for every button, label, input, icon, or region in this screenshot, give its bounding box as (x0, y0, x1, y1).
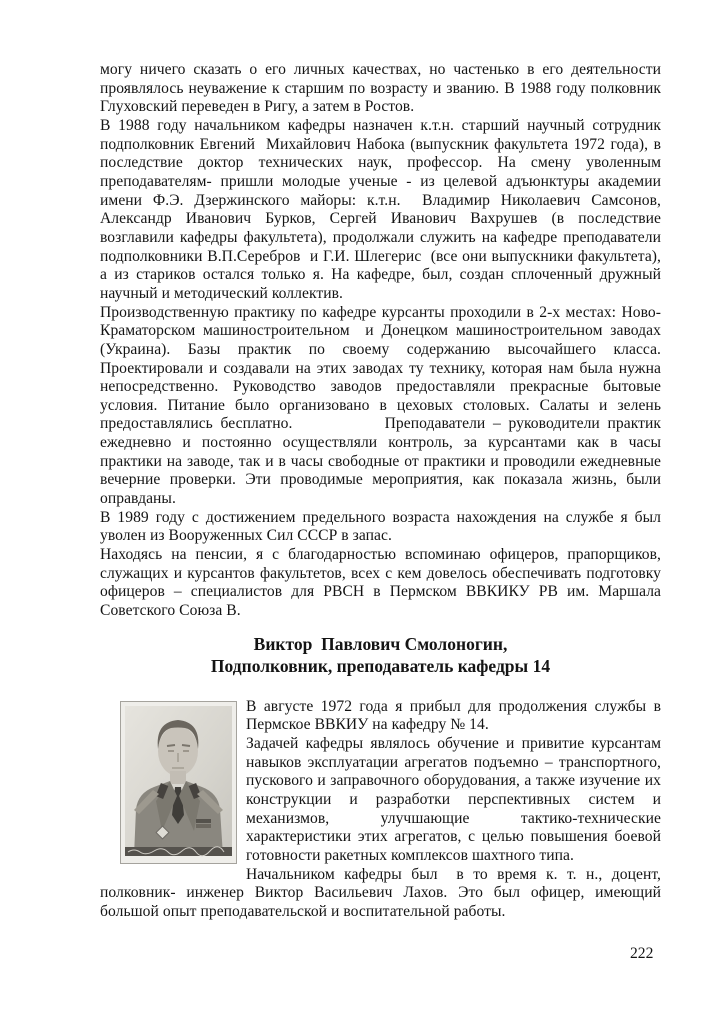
body-paragraph: могу ничего сказать о его личных качествах, но частенько в его деятельности проявлялось неуважение к старшим по возрасту и званию. В 1988 году полковник Глуховский переведен в Ригу, а затем в Ростов. (100, 61, 661, 116)
portrait-illustration (120, 701, 237, 864)
body-paragraph: Производственную практику по кафедре курсанты проходили в 2-х местах: Ново-Краматорском машиностроительном и Донецком машиностроительном заводах (Украина). Базы практик по своему содержанию высочайшего класса. Проектировали и создавали на этих заводах ту технику, которая нам была нужна непосредственно. Руководство заводов предоставляли прекрасные бытовые условия. Питание было организовано в цеховых столовых. Салаты и зелень предоставлялись бесплатно. Преподаватели – руководители практик ежедневно и постоянно осуществляли контроль, за курсантами как в часы практики на заводе, так и в часы свободные от практики и проводили ежедневные вечерние проверки. Эти проводимые мероприятия, как показала жизнь, были оправданы. (100, 303, 661, 508)
section-heading (100, 633, 661, 677)
bio-paragraph: В августе 1972 года я прибыл для продолжения службы в Пермское ВВКИУ на кафедру № 14. (246, 697, 661, 734)
page-number: 222 (630, 945, 654, 962)
body-paragraph: Находясь на пенсии, я с благодарностью вспоминаю офицеров, прапорщиков, служащих и курсантов факультетов, всех с кем довелось обеспечивать подготовку офицеров – специалистов для РВСН в Пермском ВВКИКУ РВ им. Маршала Советского Союза В. (100, 546, 661, 620)
bio-paragraph: Начальником кафедры был в то время к. т. н., доцент, полковник- инженер Виктор Васильевич Лахов. Это был офицер, имеющий большой опыт преподавательской и воспитательной работы. (100, 865, 661, 920)
bio-paragraph: Задачей кафедры являлось обучение и привитие курсантам навыков эксплуатации агрегатов подъемно – транспортного, пускового и заправочного оборудования, а также изучение их конструкции и разработки перспективных систем и механизмов, улучшающие тактико-технические характеристики этих агрегатов, с целью повышения боевой готовности ракетных комплексов шахтного типа. (246, 735, 661, 864)
officer-portrait-photo (120, 701, 237, 864)
heading-person-name: Виктор Павлович Смолоногин, (253, 633, 508, 654)
bio-section (100, 698, 661, 922)
body-paragraph: В 1988 году начальником кафедры назначен к.т.н. старший научный сотрудник подполковник Евгений Михайлович Набока (выпускник факультета 1972 года), в последствие доктор технических наук, профессор. На смену уволенным преподавателям- пришли молодые ученые - из целевой адъюнктуры академии имени Ф.Э. Дзержинского майоры: к.т.н. Владимир Николаевич Самсонов, Александр Иванович Бурков, Сергей Иванович Вахрушев (в последствие возглавили кафедры факультета), продолжали служить на кафедре преподаватели подполковники В.П.Серебров и Г.И. Шлегерис (все они выпускники факультета), а из стариков остался только я. На кафедре, был, создан сплоченный дружный научный и методический коллектив. (100, 116, 661, 302)
heading-person-title: Подполковник, преподаватель кафедры 14 (210, 655, 551, 676)
body-paragraph: В 1989 году с достижением предельного возраста нахождения на службе я был уволен из Вооруженных Сил СССР в запас. (100, 508, 661, 545)
page-content (100, 61, 661, 922)
